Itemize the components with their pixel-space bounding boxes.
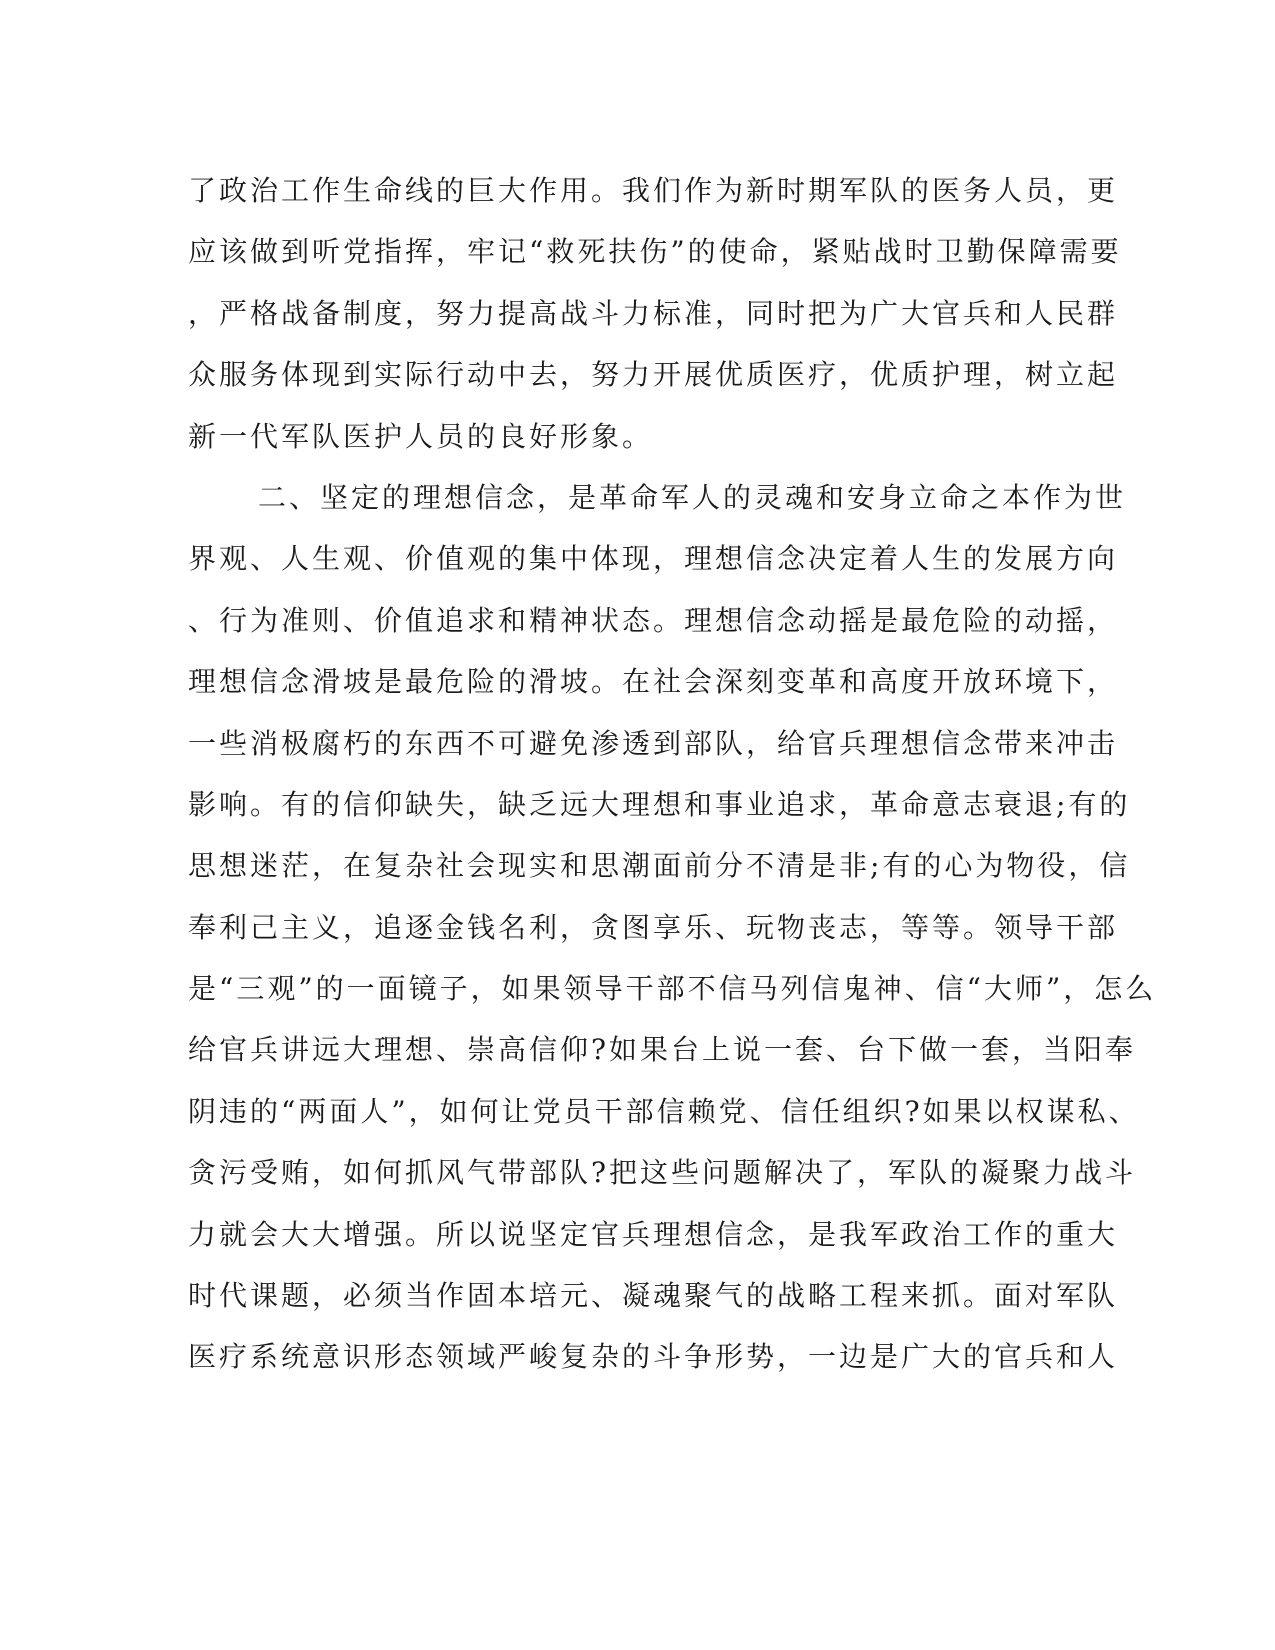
text-line: 医疗系统意识形态领域严峻复杂的斗争形势，一边是广大的官兵和人 (188, 1340, 1119, 1374)
text-line: 一些消极腐朽的东西不可避免渗透到部队，给官兵理想信念带来冲击 (188, 726, 1119, 760)
text-line: 、行为准则、价值追求和精神状态。理想信念动摇是最危险的动摇， (188, 603, 1119, 637)
text-line: 阴违的“两面人”，如何让党员干部信赖党、信任组织?如果以权谋私、 (188, 1094, 1140, 1128)
text-line: 是“三观”的一面镜子，如果领导干部不信马列信鬼神、信“大师”，怎么 (188, 972, 1157, 1006)
text-line: 影响。有的信仰缺失，缺乏远大理想和事业追求，革命意志衰退;有的 (188, 787, 1131, 821)
text-line: 二、坚定的理想信念，是革命军人的灵魂和安身立命之本作为世 (258, 480, 1127, 514)
paragraph-1 (188, 160, 1122, 467)
text-line: 应该做到听党指挥，牢记“救死扶伤”的使命，紧贴战时卫勤保障需要 (188, 235, 1122, 269)
text-line: 时代课题，必须当作固本培元、凝魂聚气的战略工程来抓。面对军队 (188, 1279, 1119, 1313)
text-line: 新一代军队医护人员的良好形象。 (188, 419, 654, 453)
body-text (188, 160, 1157, 1388)
paragraph-2 (188, 467, 1157, 1388)
text-line: 奉利己主义，追逐金钱名利，贪图享乐、玩物丧志，等等。领导干部 (188, 910, 1119, 944)
text-line: 众服务体现到实际行动中去，努力开展优质医疗，优质护理，树立起 (188, 358, 1119, 392)
text-line: 理想信念滑坡是最危险的滑坡。在社会深刻变革和高度开放环境下， (188, 665, 1119, 699)
text-line: 力就会大大增强。所以说坚定官兵理想信念，是我军政治工作的重大 (188, 1217, 1119, 1251)
text-line: 了政治工作生命线的巨大作用。我们作为新时期军队的医务人员，更 (188, 174, 1119, 207)
text-line: ，严格战备制度，努力提高战斗力标准，同时把为广大官兵和人民群 (188, 296, 1119, 330)
text-line: 思想迷茫，在复杂社会现实和思潮面前分不清是非;有的心为物役，信 (188, 849, 1131, 883)
text-line: 贪污受贿，如何抓风气带部队?把这些问题解决了，军队的凝聚力战斗 (188, 1156, 1137, 1190)
text-line: 给官兵讲远大理想、崇高信仰?如果台上说一套、台下做一套，当阳奉 (188, 1033, 1137, 1067)
text-line: 界观、人生观、价值观的集中体现，理想信念决定着人生的发展方向 (188, 542, 1119, 576)
